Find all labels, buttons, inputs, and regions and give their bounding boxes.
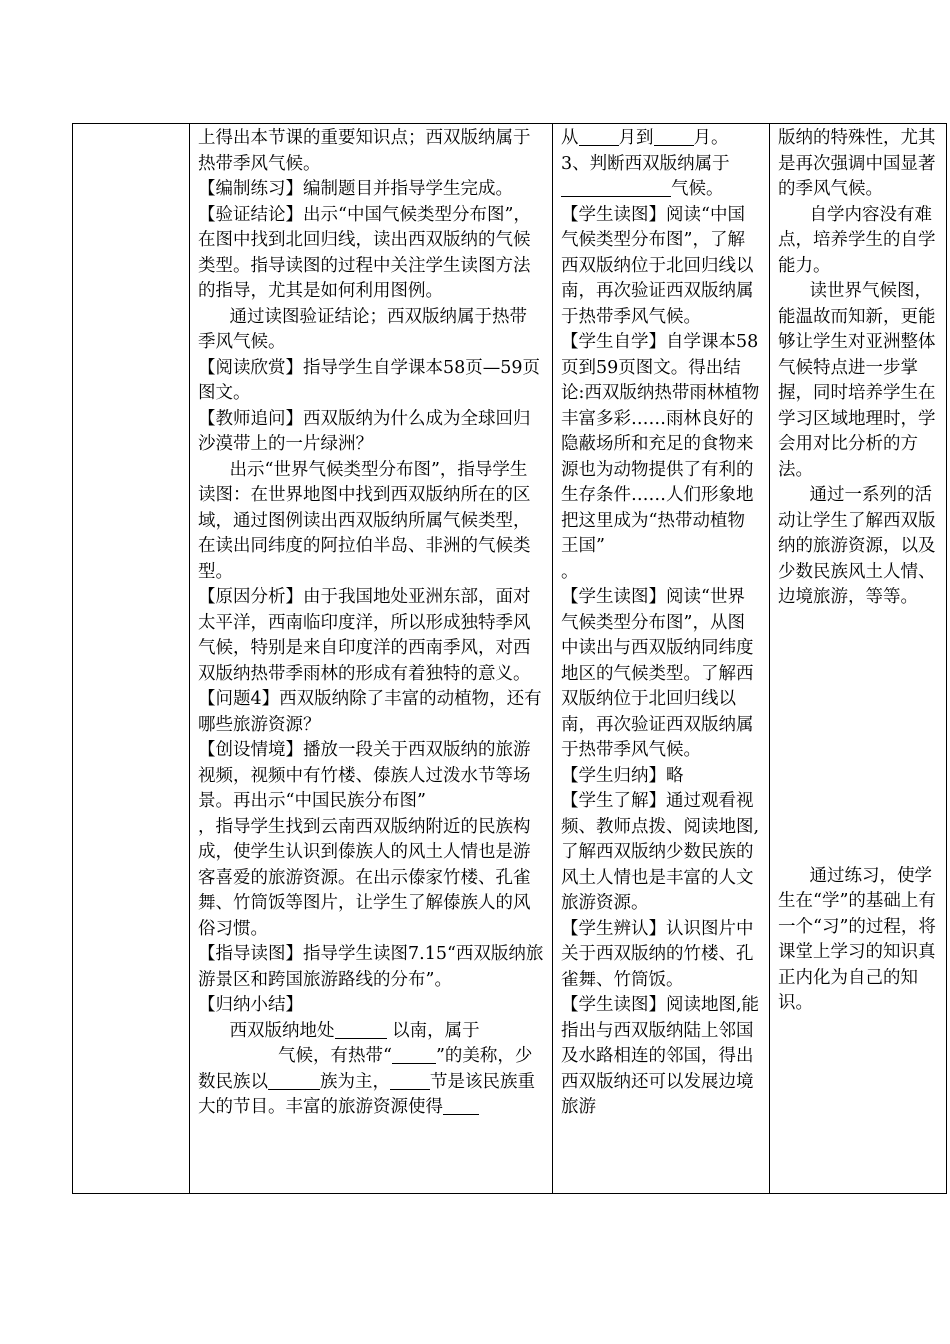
blank-column-cell: [73, 124, 190, 1194]
student-text: 从: [561, 128, 579, 148]
teacher-paragraph: 【原因分析】由于我国地处亚洲东部，面对太平洋，西南临印度洋，所以形成独特季风气候，特别是来自印度洋的西南季风，对西双版纳热带季雨林的形成有着独特的意义。: [198, 587, 531, 684]
teacher-paragraph: ，指导学生找到云南西双版纳附近的民族构成，使学生认识到傣族人的风土人情也是游客喜爱的旅游资源。在出示傣家竹楼、孔雀舞、竹筒饭等图片，让学生了解傣族人的风俗习惯。: [198, 816, 531, 939]
student-paragraph: 【学生了解】通过观看视频、教师点拨、阅读地图,了解西双版纳少数民族的风土人情也是丰富的人文旅游资源。: [561, 791, 760, 913]
intent-paragraph: 通过一系列的活动让学生了解西双版纳的旅游资源，以及少数民族风土人情、边境旅游，等等。: [778, 485, 936, 607]
intent-paragraph: 版纳的特殊性，尤其是再次强调中国显著的季风气候。: [778, 128, 936, 199]
answer-blank: [198, 1046, 278, 1064]
teacher-paragraph: 【归纳小结】: [198, 995, 303, 1015]
student-paragraph: 【学生读图】阅读“中国气候类型分布图”，了解西双版纳位于北回归线以南，再次验证西双版纳属于热带季风气候。: [561, 204, 754, 327]
answer-blank: [268, 1071, 320, 1090]
summary-text: 族为主，: [320, 1071, 390, 1092]
student-paragraph: 【学生自学】自学课本58页到59页图文。得出结论:西双版纳热带雨林植物丰富多彩……雨林良好的隐蔽场所和充足的食物来源也为动物提供了有利的生存条件……人们形象地把这里成为“热带动植物王国”: [561, 332, 760, 556]
teacher-paragraph: 【阅读欣赏】指导学生自学课本58页—59页图文。: [198, 357, 541, 403]
summary-text: ”的美称，少数民族以: [198, 1046, 533, 1092]
student-fill-line: [561, 177, 761, 203]
answer-blank: [443, 1096, 479, 1115]
teacher-paragraph: 通过读图验证结论；西双版纳属于热带季风气候。: [198, 306, 527, 352]
summary-text: 气候，有热带“: [278, 1046, 392, 1066]
student-paragraph: 【学生归纳】略: [561, 765, 684, 786]
teacher-paragraph: 上得出本节课的重要知识点；西双版纳属于热带季风气候。: [198, 128, 531, 174]
summary-text: 以南，属于: [392, 1020, 480, 1041]
student-text: 月到: [618, 128, 654, 148]
summary-text: 节是该民族重大的节目。丰富的旅游资源使得: [198, 1071, 535, 1117]
teacher-paragraph: 【验证结论】出示“中国气候类型分布图”，在图中找到北回归线，读出西双版纳的气候类型。指导读图的过程中关注学生读图方法的指导，尤其是如何利用图例。: [198, 204, 531, 301]
teacher-paragraph: 【指导读图】指导学生读图7.15“西双版纳旅游景区和跨国旅游路线的分布”。: [198, 944, 544, 990]
student-activity-cell: [553, 124, 770, 1194]
answer-blank: [392, 1045, 436, 1064]
teacher-paragraph: 【问题4】西双版纳除了丰富的动植物，还有哪些旅游资源？: [198, 689, 542, 735]
student-paragraph: 【学生辨认】认识图片中关于西双版纳的竹楼、孔雀舞、竹筒饭。: [561, 918, 754, 990]
teacher-paragraph: 出示“世界气候类型分布图”，指导学生读图：在世界地图中找到西双版纳所在的区域，通过图例读出西双版纳所属气候类型，在读出同纬度的阿拉伯半岛、非洲的气候类型。: [198, 459, 531, 582]
design-intent-cell: [770, 124, 947, 1194]
student-paragraph: 【学生读图】阅读“世界气候类型分布图”，从图中读出与西双版纳同纬度地区的气候类型。了解西双版纳位于北回归线以南，再次验证西双版纳属于热带季风气候。: [561, 587, 754, 760]
student-fill-line: [561, 126, 761, 152]
answer-blank: [579, 127, 619, 146]
lesson-plan-table: [72, 123, 947, 1194]
student-question: 3、判断西双版纳属于: [561, 153, 730, 174]
summary-text: 西双版纳地处: [229, 1020, 335, 1041]
teacher-paragraph: 【创设情境】播放一段关于西双版纳的旅游视频，视频中有竹楼、傣族人过泼水节等场景。再出示“中国民族分布图”: [198, 740, 531, 811]
intent-paragraph: 通过练习，使学生在“学”的基础上有一个“习”的过程，将课堂上学习的知识真正内化为自己的知识。: [778, 865, 936, 1013]
student-paragraph: 。: [561, 561, 579, 582]
teacher-activity-cell: [190, 124, 553, 1194]
answer-blank: [561, 178, 671, 197]
student-text: 月。: [693, 128, 729, 148]
answer-blank: [654, 127, 694, 146]
answer-blank: [390, 1071, 430, 1090]
intent-paragraph: 自学内容没有难点，培养学生的自学能力。: [778, 204, 936, 276]
answer-blank: [335, 1020, 387, 1039]
teacher-paragraph: 【教师追问】西双版纳为什么成为全球回归沙漠带上的一片绿洲？: [198, 408, 531, 454]
table-row: [73, 124, 947, 1194]
teacher-paragraph: 【编制练习】编制题目并指导学生完成。: [198, 179, 513, 199]
spacer: [778, 611, 938, 864]
student-text: 气候。: [671, 179, 724, 199]
student-paragraph: 【学生读图】阅读地图,能指出与西双版纳陆上邻国及水路相连的邻国，得出西双版纳还可以发展边境旅游: [561, 995, 760, 1117]
summary-fill-in: [198, 1019, 544, 1121]
intent-paragraph: 读世界气候图，能温故而知新，更能够让学生对亚洲整体气候特点进一步掌握，同时培养学生在学习区域地理时，学会用对比分析的方法。: [778, 281, 936, 480]
